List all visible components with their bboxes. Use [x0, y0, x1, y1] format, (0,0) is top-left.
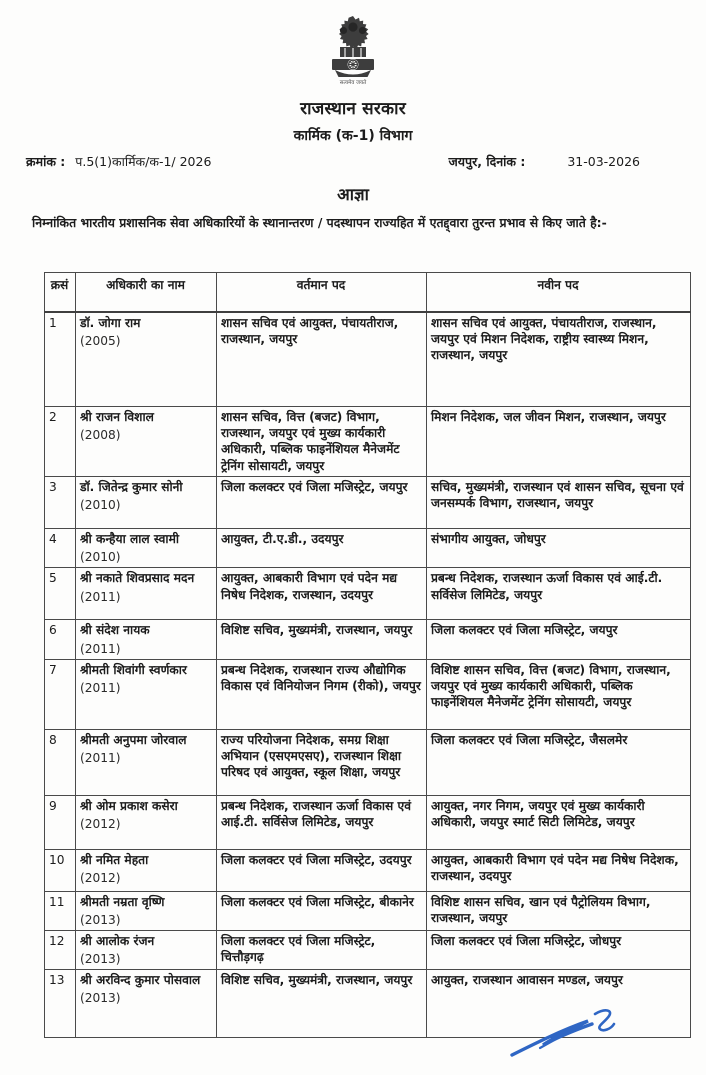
transfer-table: [44, 272, 691, 1038]
cell-current-post: शासन सचिव, वित्त (बजट) विभाग, राजस्थान, जयपुर एवं मुख्य कार्यकारी अधिकारी, पब्लिक फाइनेंशियल मैनेजमेंट ट्रेनिंग सोसायटी, जयपुर: [217, 407, 427, 477]
cell-officer-name: श्रीमती शिवांगी स्वर्णकार (2011): [76, 659, 217, 729]
cell-current-post: आयुक्त, आबकारी विभाग एवं पदेन मद्य निषेध निदेशक, राजस्थान, उदयपुर: [217, 568, 427, 620]
reference-label: क्रमांक :: [26, 154, 66, 169]
reference-row: [26, 153, 696, 170]
cell-new-post: आयुक्त, राजस्थान आवासन मण्डल, जयपुर: [427, 969, 691, 1037]
cell-serial: 2: [45, 407, 76, 477]
transfer-table-header: [45, 272, 691, 312]
cell-serial: 13: [45, 969, 76, 1037]
ashoka-emblem-icon: [325, 14, 381, 86]
cell-new-post: प्रबन्ध निदेशक, राजस्थान ऊर्जा विकास एवं आई.टी. सर्विसेज लिमिटेड, जयपुर: [427, 568, 691, 620]
cell-current-post: शासन सचिव एवं आयुक्त, पंचायतीराज, राजस्थान, जयपुर: [217, 312, 427, 407]
table-row: [45, 407, 691, 477]
table-row: [45, 729, 691, 795]
cell-officer-name: श्री संदेश नायक (2011): [76, 620, 217, 659]
cell-current-post: जिला कलक्टर एवं जिला मजिस्ट्रेट, उदयपुर: [217, 849, 427, 891]
cell-officer-name: डॉ. जितेन्द्र कुमार सोनी (2010): [76, 477, 217, 529]
reference-value: प.5(1)कार्मिक/क-1/ 2026: [75, 154, 212, 169]
cell-new-post: संभागीय आयुक्त, जोधपुर: [427, 529, 691, 568]
table-row: [45, 312, 691, 407]
cell-new-post: मिशन निदेशक, जल जीवन मिशन, राजस्थान, जयपुर: [427, 407, 691, 477]
table-row: [45, 849, 691, 891]
cell-serial: 7: [45, 659, 76, 729]
cell-officer-name: श्रीमती नम्रता वृष्णि (2013): [76, 891, 217, 930]
cell-current-post: राज्य परियोजना निदेशक, समग्र शिक्षा अभियान (एसएमएसए), राजस्थान शिक्षा परिषद एवं आयुक्त, स्कूल शिक्षा, जयपुर: [217, 729, 427, 795]
table-row: [45, 795, 691, 849]
cell-current-post: विशिष्ट सचिव, मुख्यमंत्री, राजस्थान, जयपुर: [217, 620, 427, 659]
signature: [498, 1003, 630, 1065]
cell-officer-name: श्री कन्हैया लाल स्वामी (2010): [76, 529, 217, 568]
header-current-post: वर्तमान पद: [217, 272, 427, 312]
cell-current-post: जिला कलक्टर एवं जिला मजिस्ट्रेट, जयपुर: [217, 477, 427, 529]
order-title: आज्ञा: [337, 185, 369, 204]
department-name: कार्मिक (क-1) विभाग: [293, 128, 413, 144]
table-row: [45, 659, 691, 729]
place-and-date: [449, 153, 695, 170]
cell-new-post: जिला कलक्टर एवं जिला मजिस्ट्रेट, जैसलमेर: [427, 729, 691, 795]
cell-officer-name: श्री नमित मेहता (2012): [76, 849, 217, 891]
signature-stroke-icon: [498, 1003, 630, 1065]
cell-serial: 6: [45, 620, 76, 659]
table-row: [45, 568, 691, 620]
cell-officer-name: श्री आलोक रंजन (2013): [76, 930, 217, 969]
cell-serial: 10: [45, 849, 76, 891]
cell-new-post: जिला कलक्टर एवं जिला मजिस्ट्रेट, जोधपुर: [427, 930, 691, 969]
cell-current-post: प्रबन्ध निदेशक, राजस्थान राज्य औद्योगिक विकास एवं विनियोजन निगम (रीको), जयपुर: [217, 659, 427, 729]
cell-new-post: शासन सचिव एवं आयुक्त, पंचायतीराज, राजस्थान, जयपुर एवं मिशन निदेशक, राष्ट्रीय स्वास्थ्य मिशन, राजस्थान, जयपुर: [427, 312, 691, 407]
cell-serial: 5: [45, 568, 76, 620]
header-new-post: नवीन पद: [427, 272, 691, 312]
cell-serial: 1: [45, 312, 76, 407]
cell-current-post: जिला कलक्टर एवं जिला मजिस्ट्रेट, चित्तौड़गढ़: [217, 930, 427, 969]
emblem-motto: सत्यमेव जयते: [339, 80, 367, 86]
table-row: [45, 620, 691, 659]
officer-rows: [45, 312, 691, 1038]
government-name: राजस्थान सरकार: [300, 99, 406, 119]
cell-officer-name: श्रीमती अनुपमा जोरवाल (2011): [76, 729, 217, 795]
cell-current-post: प्रबन्ध निदेशक, राजस्थान ऊर्जा विकास एवं आई.टी. सर्विसेज लिमिटेड, जयपुर: [217, 795, 427, 849]
cell-serial: 8: [45, 729, 76, 795]
cell-serial: 3: [45, 477, 76, 529]
cell-serial: 9: [45, 795, 76, 849]
order-date: 31-03-2026: [567, 154, 640, 169]
cell-serial: 11: [45, 891, 76, 930]
order-intro-text: निम्नांकित भारतीय प्रशासनिक सेवा अधिकारियों के स्थानान्तरण / पदस्थापन राज्यहित में एतद्द्वारा तुरन्त प्रभाव से किए जाते है:-: [32, 215, 607, 230]
cell-officer-name: श्री नकाते शिवप्रसाद मदन (2011): [76, 568, 217, 620]
cell-current-post: आयुक्त, टी.ए.डी., उदयपुर: [217, 529, 427, 568]
table-row: [45, 930, 691, 969]
cell-new-post: विशिष्ट शासन सचिव, खान एवं पैट्रोलियम विभाग, राजस्थान, जयपुर: [427, 891, 691, 930]
table-row: [45, 891, 691, 930]
header-serial: क्रसं: [45, 272, 76, 312]
cell-officer-name: श्री राजन विशाल (2008): [76, 407, 217, 477]
cell-current-post: विशिष्ट सचिव, मुख्यमंत्री, राजस्थान, जयपुर: [217, 969, 427, 1037]
place-date-label: जयपुर, दिनांक :: [448, 154, 526, 169]
cell-serial: 12: [45, 930, 76, 969]
cell-officer-name: डॉ. जोगा राम (2005): [76, 312, 217, 407]
cell-new-post: आयुक्त, नगर निगम, जयपुर एवं मुख्य कार्यकारी अधिकारी, जयपुर स्मार्ट सिटी लिमिटेड, जयपुर: [427, 795, 691, 849]
cell-officer-name: श्री ओम प्रकाश कसेरा (2012): [76, 795, 217, 849]
cell-new-post: जिला कलक्टर एवं जिला मजिस्ट्रेट, जयपुर: [427, 620, 691, 659]
cell-officer-name: श्री अरविन्द कुमार पोसवाल (2013): [76, 969, 217, 1037]
table-row: [45, 529, 691, 568]
cell-serial: 4: [45, 529, 76, 568]
cell-new-post: सचिव, मुख्यमंत्री, राजस्थान एवं शासन सचिव, सूचना एवं जनसम्पर्क विभाग, राजस्थान, जयपुर: [427, 477, 691, 529]
header-officer-name: अधिकारी का नाम: [76, 272, 217, 312]
cell-new-post: आयुक्त, आबकारी विभाग एवं पदेन मद्य निषेध निदेशक, राजस्थान, उदयपुर: [427, 849, 691, 891]
reference-number: [26, 153, 211, 170]
cell-current-post: जिला कलक्टर एवं जिला मजिस्ट्रेट, बीकानेर: [217, 891, 427, 930]
cell-new-post: विशिष्ट शासन सचिव, वित्त (बजट) विभाग, राजस्थान, जयपुर एवं मुख्य कार्यकारी अधिकारी, पब्लिक फाइनेंशियल मैनेजमेंट ट्रेनिंग सोसायटी, जयपुर: [427, 659, 691, 729]
table-row: [45, 477, 691, 529]
